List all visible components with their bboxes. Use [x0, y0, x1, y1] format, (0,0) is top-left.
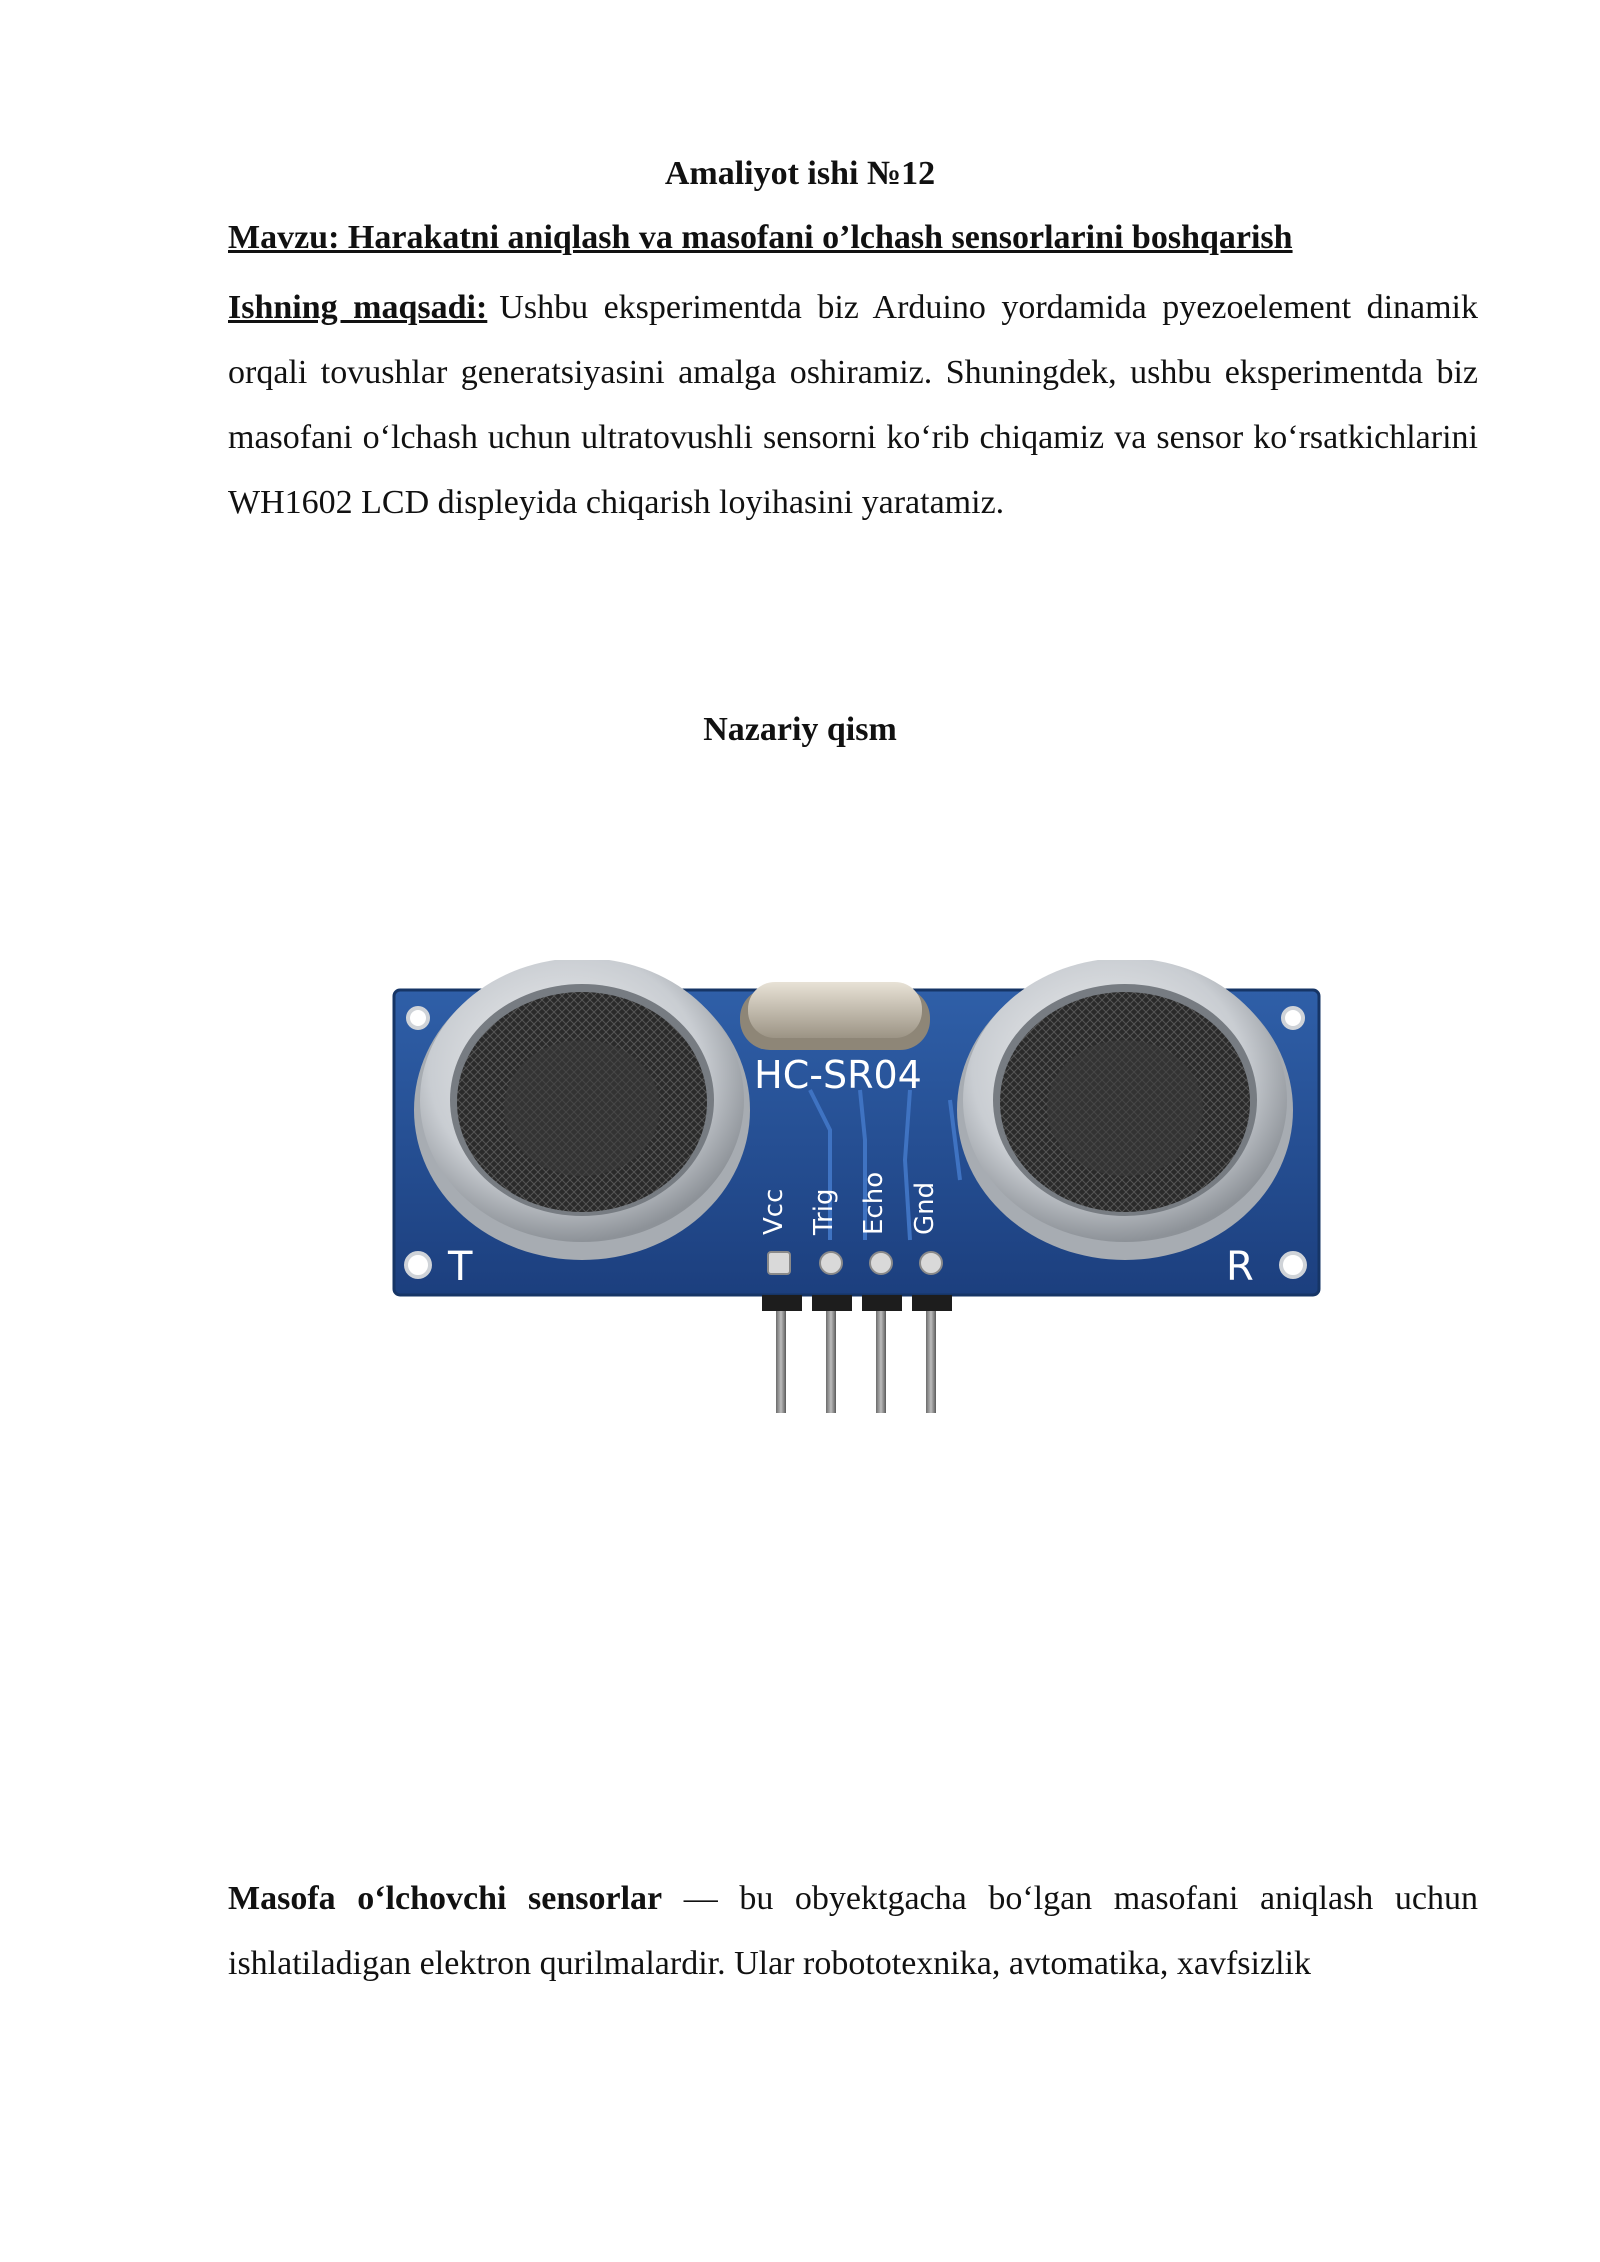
receiver-transducer: [957, 960, 1293, 1260]
pin-label-vcc: Vcc: [759, 1188, 789, 1235]
crystal-oscillator: [740, 982, 930, 1050]
header-pins: [762, 1295, 952, 1413]
sensor-image: [390, 960, 1330, 1430]
pin-label-echo: Echo: [859, 1171, 889, 1235]
purpose-paragraph: [228, 275, 1478, 535]
page-title: Amaliyot ishi №12: [664, 155, 936, 192]
transmitter-mark: T: [448, 1244, 473, 1290]
purpose-label: Ishning maqsadi:: [228, 289, 488, 326]
body-paragraph: [228, 1866, 1478, 1996]
purpose-text: Ushbu eksperimentda biz Arduino yordamida pyezoelement dinamik orqali tovushlar generatsiyasini amalga oshiramiz. Shuningdek, ushbu eksperimentda biz masofani oʻlchash uchun ultratovushli sensorni koʻrib chiqamiz va sensor koʻrsatkichlarini WH1602 LCD displeyida chiqarish loyihasini yaratamiz.: [228, 289, 1478, 521]
transmitter-transducer: [414, 960, 750, 1260]
receiver-mark: R: [1226, 1244, 1254, 1290]
hc-sr04-illustration: [390, 960, 1330, 1430]
topic-line: Mavzu: Harakatni aniqlash va masofani o’lchash sensorlarini boshqarish: [228, 219, 1293, 256]
body-text: — bu obyektgacha boʻlgan masofani aniqlash uchun ishlatiladigan elektron qurilmalardir. Ular robototexnika, avtomatika, xavfsizlik: [228, 1880, 1478, 1982]
board-label: HC-SR04: [754, 1053, 922, 1097]
pin-label-trig: Trig: [809, 1188, 839, 1235]
section-heading: Nazariy qism: [703, 711, 897, 748]
body-term: Masofa oʻlchovchi sensorlar: [228, 1880, 663, 1917]
pin-label-gnd: Gnd: [910, 1181, 940, 1235]
